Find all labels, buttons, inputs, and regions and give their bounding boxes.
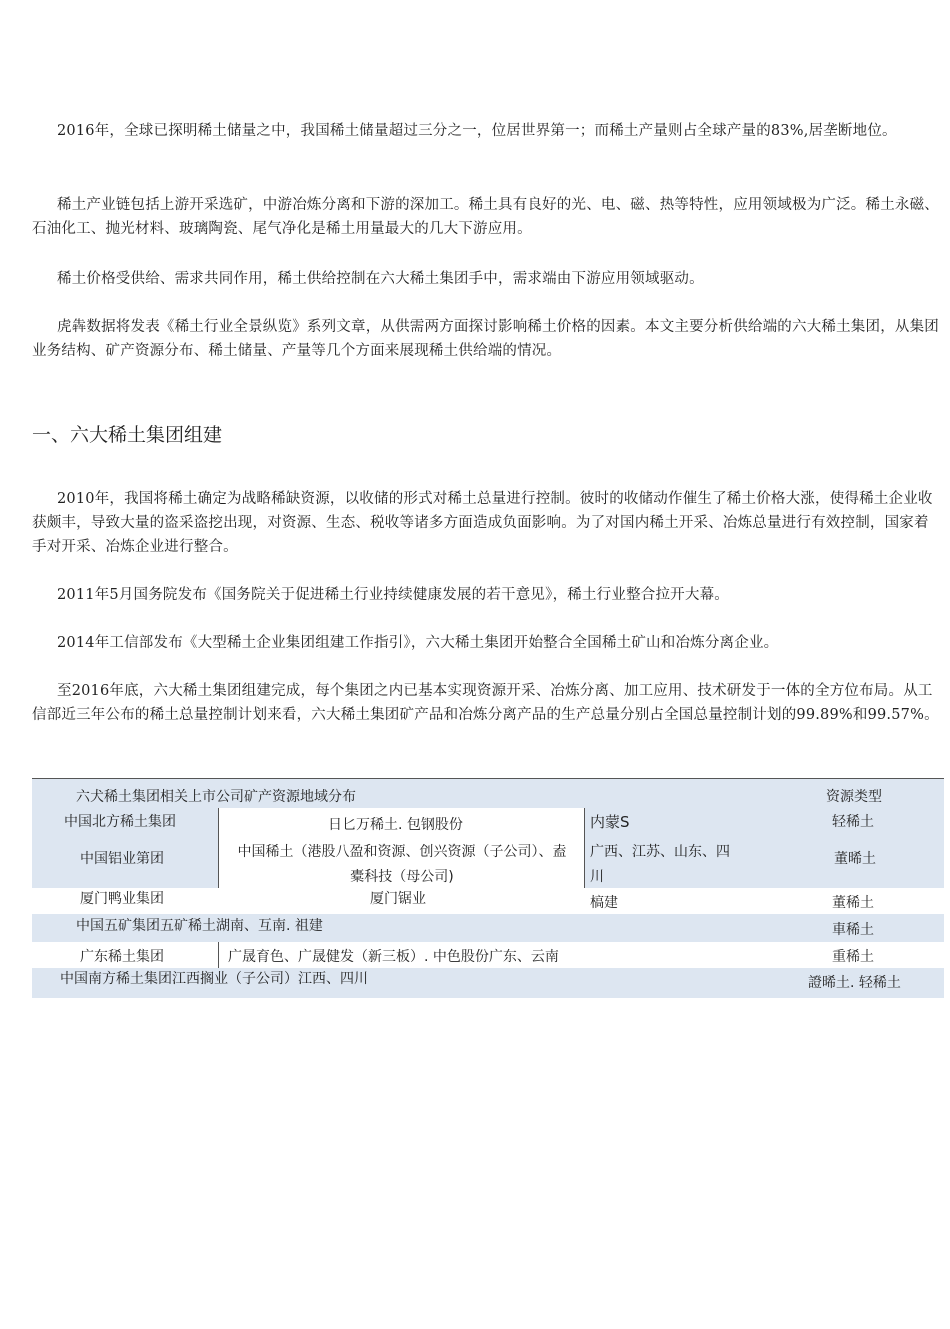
intro-paragraph-1: 2016年，全球已探明稀土储量之中，我国稀土储量超过三分之一，位居世界第一；而稀土产量则占全球产量的83%,居垄断地位。 [57,123,897,139]
table-cell-region: 广西、江苏、山东、四川 [590,844,730,885]
table-cell-type: 重稀土 [832,949,874,965]
table-cell-group: 中国铝业第团 [80,851,164,867]
table-top-rule [32,778,944,779]
section-paragraph-2: 2011年5月国务院发布《国务院关于促进稀土行业持续健康发展的若干意见》，稀土行业整合拉开大幕。 [57,587,729,603]
table-cell-group: 中国北方稀土集团 [64,814,176,830]
table-cell-region: 内蒙S [590,813,630,831]
table-cell-type: 轻稀土 [832,814,874,830]
table-column-rule [218,942,219,968]
section-heading: 一、六大稀土集团组建 [32,424,223,446]
table-cell-type: 證晞土. 轻稀土 [808,975,901,991]
table-column-rule [584,808,585,888]
table-cell-company: 厦门锯业 [370,891,426,907]
table-cell-company: 日匕万稀土. 包钢股份 [328,817,463,833]
section-paragraph-3: 2014年工信部发布《大型稀土企业集团组建工作指引》，六大稀土集团开始整合全国稀土矿山和冶炼分离企业。 [57,635,779,651]
table-header-type: 资源类型 [826,789,882,805]
resource-distribution-table [32,778,944,998]
table-cell-type: 董晞土 [834,851,876,867]
table-cell-type: 董稀土 [832,895,874,911]
intro-paragraph-3: 稀土价格受供给、需求共同作用，稀土供给控制在六大稀土集团手中，需求端由下游应用领域驱动。 [57,271,704,287]
table-cell-merged: 中国五矿集团五矿稀土湖南、互南. 祖建 [76,918,323,934]
table-header-title: 六犬稀土集团相关上市公司矿产资源地域分布 [76,789,356,805]
table-cell-group: 厦门鸭业集团 [80,891,164,907]
intro-paragraph-4: 虎犇数据将发表《稀土行业全景纵览》系列文章，从供需两方面探讨影响稀土价格的因素。本文主要分析供给端的六大稀土集团，从集团业务结构、矿产资源分布、稀土储量、产量等几个方面来展现稀土供给端的情况。 [32,319,939,359]
intro-paragraph-2: 稀土产业链包括上游开采选矿，中游冶炼分离和下游的深加工。稀土具有良好的光、电、磁、热等特性，应用领域极为广泛。稀土永磁、石油化工、抛光材料、玻璃陶瓷、尾气净化是稀土用量最大的几大下游应用。 [32,197,939,237]
table-cell-company: 中国稀土（港股八盈和资源、创兴资源（子公司）、盍橐科技（母公司) [237,844,567,885]
section-paragraph-4: 至2016年底，六大稀土集团组建完成，每个集团之内已基本实现资源开采、冶炼分离、加工应用、技术研发于一体的全方位布局。从工信部近三年公布的稀土总量控制计划来看，六大稀土集团矿产品和冶炼分离产品的生产总量分别占全国总量控制计划的99.89%和99.57%。 [32,683,939,723]
table-column-rule [218,808,219,888]
table-cell-type: 車稀土 [832,922,874,938]
table-cell-merged: 中国南方稀土集团江西搁业（子公司）江西、四川 [60,971,368,987]
table-cell-region: 槁建 [590,895,618,911]
table-cell-group: 广东稀土集团 [80,949,164,965]
section-paragraph-1: 2010年，我国将稀土确定为战略稀缺资源，以收储的形式对稀土总量进行控制。彼时的收储动作催生了稀土价格大涨，使得稀土企业收获颇丰，导致大量的盗采盗挖出现，对资源、生态、税收等诸多方面造成负面影响。为了对国内稀土开采、冶炼总量进行有效控制，国家着手对开采、冶炼企业进行整合。 [32,491,933,555]
table-cell-company: 广晟育色、广晟健发（新三板）. 中色股份广东、云南 [228,949,559,965]
